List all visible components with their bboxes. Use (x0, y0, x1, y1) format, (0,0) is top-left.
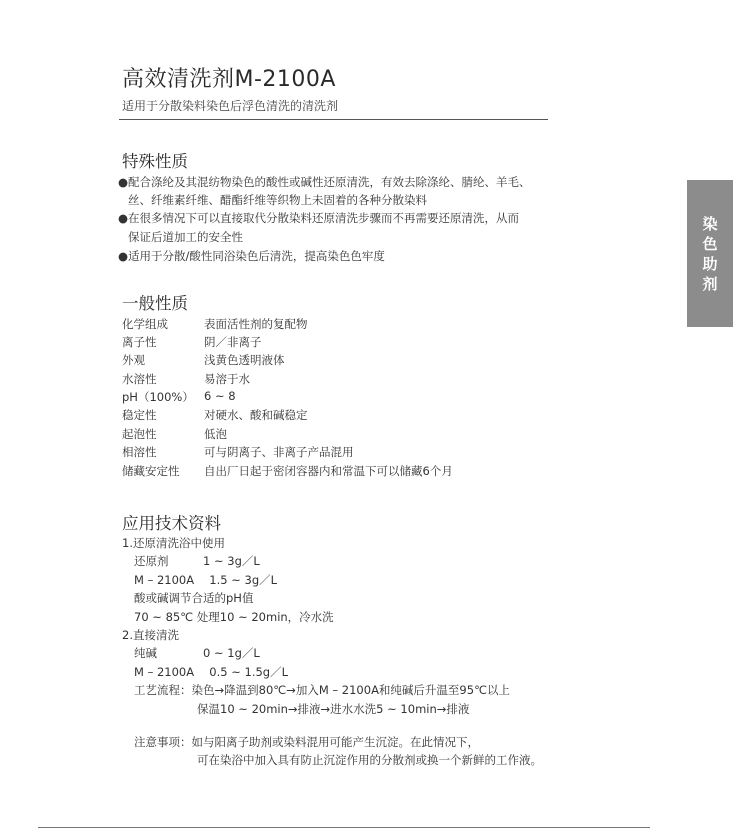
application-line: 还原剂 1 ~ 3g／L (134, 554, 260, 568)
property-value: 表面活性剂的复配物 (204, 317, 308, 331)
page-subtitle: 适用于分散染料染色后浮色清洗的清洗剂 (122, 99, 339, 113)
property-value: 易溶于水 (204, 372, 250, 386)
property-value: 低泡 (204, 427, 227, 441)
property-label: 相溶性 (122, 445, 157, 459)
application-line: 70 ~ 85℃ 处理10 ~ 20min，冷水洗 (134, 610, 334, 624)
application-line: 纯碱 0 ~ 1g／L (134, 646, 260, 660)
special-line: 丝、纤维素纤维、醋酯纤维等织物上未固着的各种分散染料 (128, 193, 427, 207)
side-tab-char: 助 (702, 254, 718, 273)
property-value: 6 ~ 8 (204, 389, 236, 403)
property-value: 阴／非离子 (204, 335, 262, 349)
application-line: 保温10 ~ 20min→排液→进水水洗5 ~ 10min→排液 (197, 702, 470, 716)
property-label: 外观 (122, 353, 145, 367)
page-title: 高效清洗剂M-2100A (122, 67, 336, 92)
property-value: 可与阴离子、非离子产品混用 (204, 445, 354, 459)
side-tab-char: 色 (702, 234, 718, 253)
application-line: M – 2100A 1.5 ~ 3g／L (134, 573, 278, 587)
property-label: 化学组成 (122, 317, 168, 331)
application-line: 酸或碱调节合适的pH值 (134, 591, 254, 605)
property-label: 离子性 (122, 335, 157, 349)
section-heading-special: 特殊性质 (122, 152, 188, 171)
application-line: 1.还原清洗浴中使用 (122, 536, 225, 550)
property-value: 自出厂日起于密闭容器内和常温下可以储藏6个月 (204, 464, 453, 478)
special-line: ●配合涤纶及其混纺物染色的酸性或碱性还原清洗，有效去除涤纶、腈纶、羊毛、 (118, 175, 531, 189)
side-tab-char: 染 (702, 214, 718, 233)
application-line: 工艺流程：染色→降温到80℃→加入M – 2100A和纯碱后升温至95℃以上 (134, 683, 510, 697)
property-value: 浅黄色透明液体 (204, 353, 285, 367)
side-tab-char: 剂 (702, 274, 718, 293)
property-label: 水溶性 (122, 372, 157, 386)
property-label: 稳定性 (122, 408, 157, 422)
application-line: 可在染浴中加入具有防止沉淀作用的分散剂或换一个新鲜的工作液。 (197, 753, 542, 767)
special-line: ●适用于分散/酸性同浴染色后清洗，提高染色色牢度 (118, 249, 385, 263)
special-line: 保证后道加工的安全性 (128, 230, 243, 244)
application-line: 注意事项：如与阳离子助剂或染料混用可能产生沉淀。在此情况下， (134, 735, 479, 749)
property-label: 储藏安定性 (122, 464, 180, 478)
title-divider (119, 119, 548, 120)
section-heading-general: 一般性质 (122, 294, 188, 313)
section-heading-application: 应用技术资料 (122, 514, 221, 533)
property-label: 起泡性 (122, 427, 157, 441)
application-line: M – 2100A 0.5 ~ 1.5g／L (134, 665, 289, 679)
footer-divider (38, 827, 650, 828)
special-line: ●在很多情况下可以直接取代分散染料还原清洗步骤而不再需要还原清洗，从而 (118, 211, 520, 225)
property-value: 对硬水、酸和碱稳定 (204, 408, 308, 422)
category-side-tab (687, 180, 733, 327)
property-label: pH（100%） (122, 390, 194, 404)
application-line: 2.直接清洗 (122, 628, 179, 642)
